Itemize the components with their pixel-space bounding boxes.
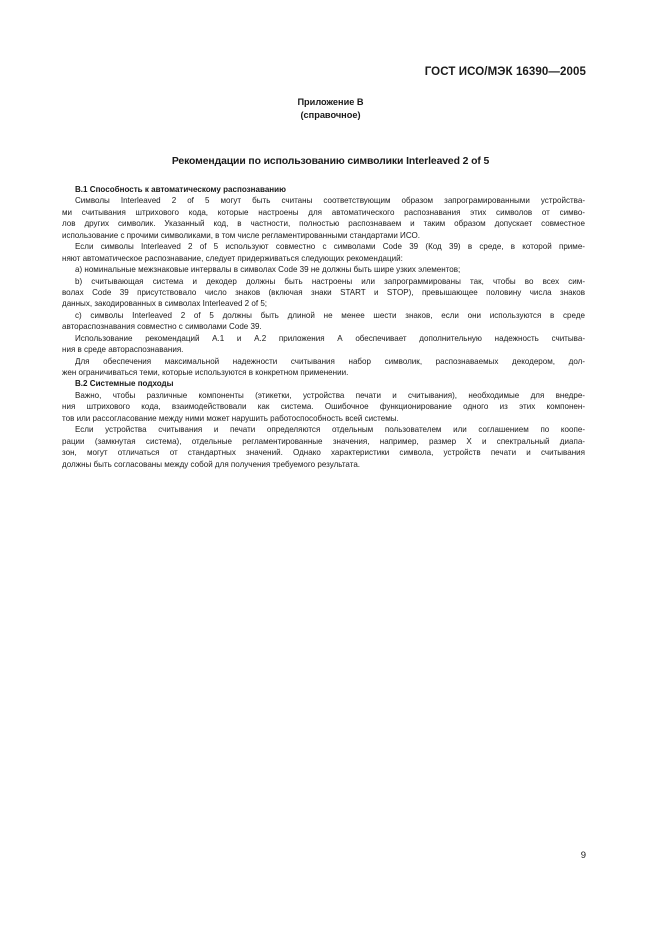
annex-title: Рекомендации по использованию символики Interleaved 2 of 5	[171, 156, 490, 167]
text-line: рации (замкнутая система), отдельные регламентированные значения, например, размер X и спектральный диапа-	[62, 436, 585, 446]
text-line: волах Code 39 присутствовало число знаков (включая знаки START и STOP), превышающее половину числа знаков	[62, 287, 585, 297]
text-line: должны быть согласованы между собой для получения требуемого результата.	[62, 459, 361, 469]
standard-number: ГОСТ ИСО/МЭК 16390—2005	[424, 66, 586, 78]
text-line: Если символы Interleaved 2 of 5 используют совместно с символами Code 39 (Код 39) в среде, в которой приме-	[75, 242, 585, 252]
page-number: 9	[580, 850, 586, 861]
text-line: тов или рассогласование между ними может нарушить работоспособность всей системы.	[62, 413, 399, 423]
annex-status: (справочное)	[300, 110, 361, 120]
text-line: Использование рекомендаций А.1 и А.2 приложения А обеспечивает дополнительную надежность считыва-	[75, 333, 585, 343]
text-line: Если устройства считывания и печати определяются отдельным пользователем или соглашением по коопе-	[75, 425, 585, 435]
text-line: жен ограничиваться теми, которые используются в конкретном применении.	[62, 368, 349, 377]
text-line: няют автоматическое распознавание, следует придерживаться следующих рекомендаций:	[62, 253, 403, 263]
text-line: ния в среде автораспознавания.	[62, 345, 184, 355]
text-line: ния штрихового кода, взаимодействовали как система. Ошибочное функционирование одного из этих компонен-	[62, 402, 585, 412]
text-line: Важно, чтобы различные компоненты (этикетки, устройства печати и считывания), необходимые для внедре-	[75, 390, 585, 400]
annex-label: Приложение В	[297, 97, 364, 107]
section-b1-heading: В.1 Способность к автоматическому распознаванию	[75, 185, 286, 194]
text-line: зон, могут отличаться от стандартных значений. Однако характеристики символа, устройств печати и считывания	[62, 448, 585, 458]
text-line: Символы Interleaved 2 of 5 могут быть считаны соответствующим образом запрограмированными устройства-	[75, 196, 585, 206]
section-b2-heading: В.2 Системные подходы	[75, 379, 174, 389]
text-line: лов других символик. Указанный код, в частности, полностью распознаваем и таким образом допускает совместное	[62, 219, 585, 229]
text-line: данных, закодированных в символах Interleaved 2 of 5;	[62, 299, 268, 309]
list-item-a: а) номинальные межзнаковые интервалы в символах Code 39 не должны быть шире узких элементов;	[75, 265, 461, 275]
document-body	[62, 184, 585, 470]
text-line: ми считывания штрихового кода, которые настроены для автоматического распознавания этих символов от симво-	[62, 207, 585, 217]
list-item-c: с) символы Interleaved 2 of 5 должны быть длиной не менее шести знаков, если они используются в среде	[75, 310, 585, 320]
text-line: автораспознавания совместно с символами Code 39.	[62, 322, 262, 332]
text-line: Для обеспечения максимальной надежности считывания набор символик, распознаваемых декодером, дол-	[75, 356, 585, 366]
text-line: использование с прочими символиками, в том числе регламентированными стандартами ИСО.	[62, 230, 420, 240]
list-item-b: b) считывающая система и декодер должны быть настроены или запрограммированы так, чтобы во всех сим-	[75, 276, 585, 286]
